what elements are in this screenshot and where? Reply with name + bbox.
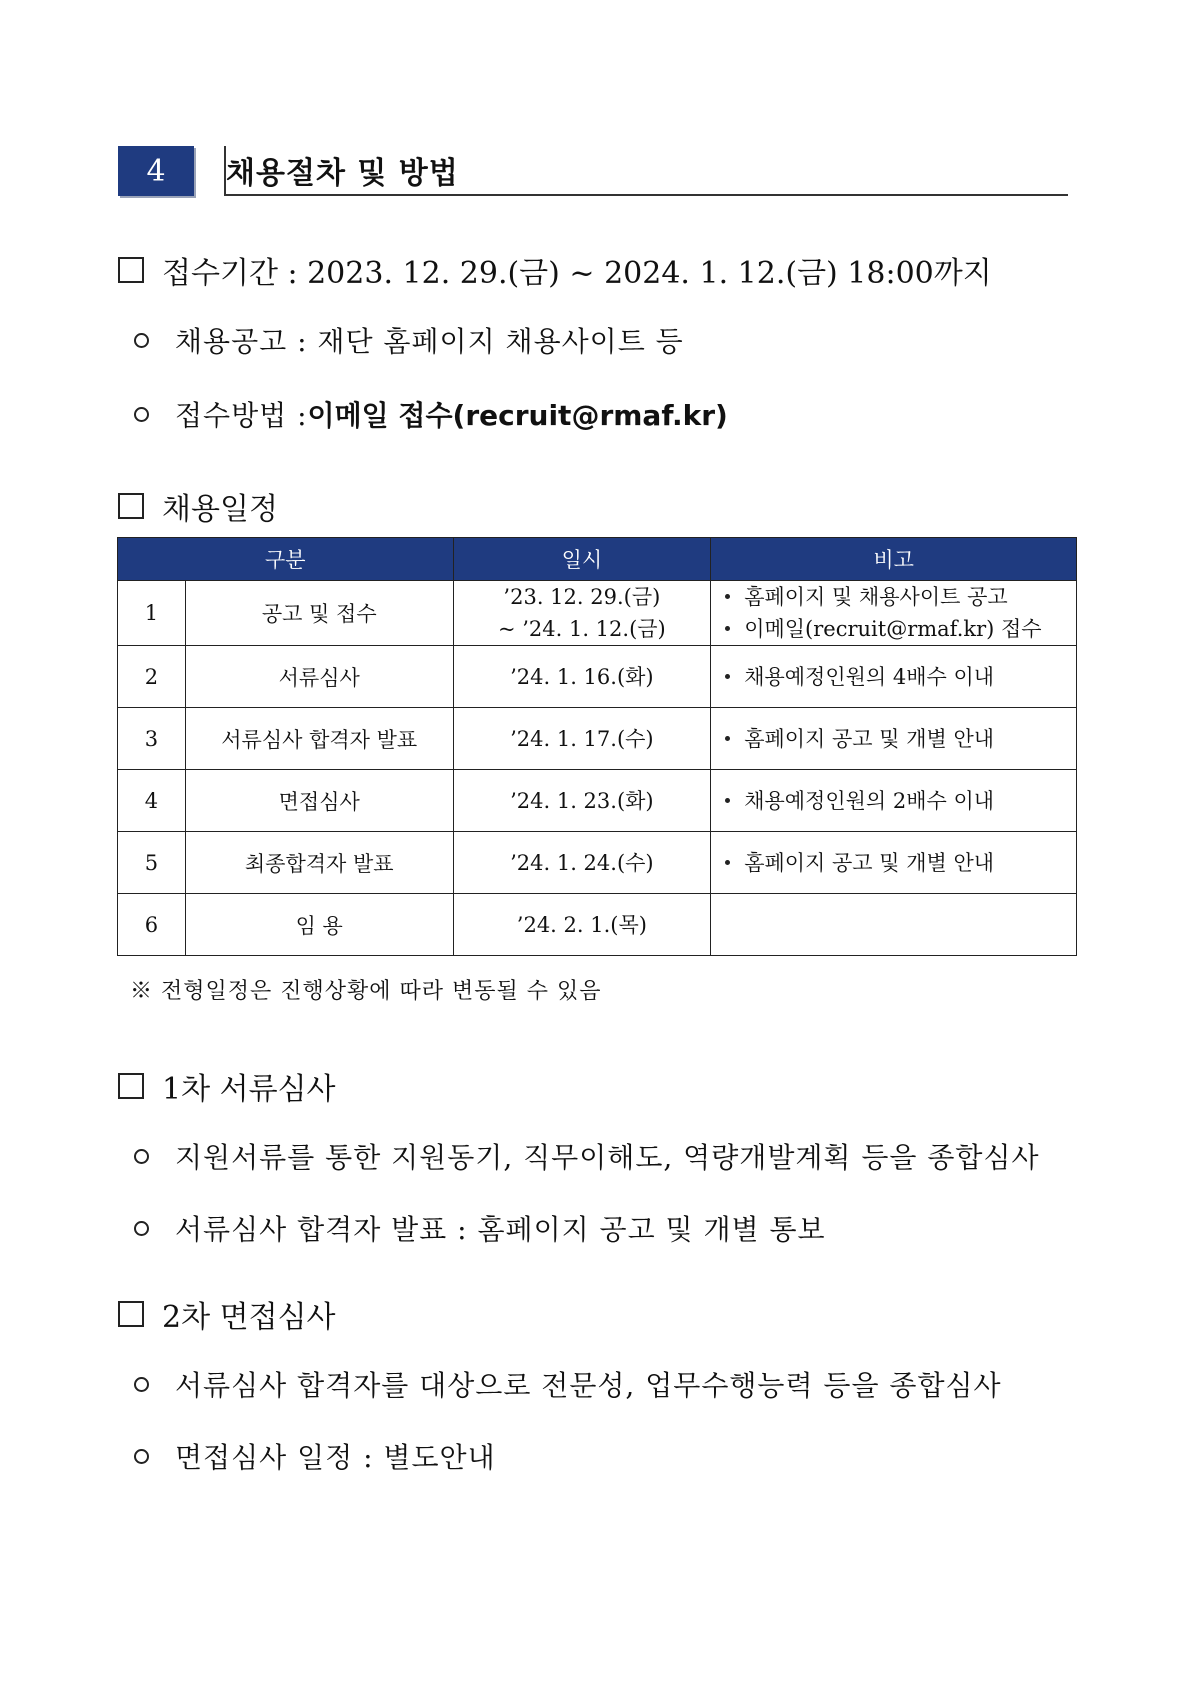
row-stage: 서류심사 합격자 발표 — [185, 708, 453, 770]
note-text: 채용예정인원의 4배수 이내 — [744, 664, 995, 689]
section-number: 4 — [118, 146, 194, 196]
checkbox-square-icon — [118, 1301, 144, 1327]
date-line: ’24. 1. 17.(수) — [510, 726, 654, 751]
first-round-heading-text: 1차 서류심사 — [162, 1072, 336, 1107]
table-row — [118, 832, 1077, 894]
table-row — [118, 708, 1077, 770]
receipt-heading-text: 접수기간 : 2023. 12. 29.(금) ~ 2024. 1. 12.(금) 18:00까지 — [162, 256, 992, 291]
receipt-item-text: 채용공고 : 재단 홈페이지 채용사이트 등 — [175, 325, 684, 358]
header-note: 비고 — [711, 538, 1077, 581]
first-round-heading — [118, 1064, 336, 1108]
header-date: 일시 — [453, 538, 711, 581]
bullet-dot-icon — [725, 736, 730, 741]
note-line — [721, 723, 1076, 755]
receipt-item-announce — [134, 320, 684, 360]
bullet-dot-icon — [725, 860, 730, 865]
table-row — [118, 646, 1077, 708]
note-text: 홈페이지 및 채용사이트 공고 — [744, 585, 1008, 609]
note-line — [721, 581, 1076, 613]
schedule-footnote: ※ 전형일정은 진행상황에 따라 변동될 수 있음 — [130, 979, 602, 1004]
row-stage: 서류심사 — [185, 646, 453, 708]
row-stage: 임 용 — [185, 894, 453, 956]
receipt-email: 이메일 접수(recruit@rmaf.kr) — [307, 399, 728, 432]
date-line: ’24. 1. 24.(수) — [510, 850, 654, 875]
checkbox-square-icon — [118, 1073, 144, 1099]
row-note — [711, 832, 1077, 894]
note-text: 채용예정인원의 2배수 이내 — [744, 788, 995, 813]
date-line: ’23. 12. 29.(금) — [503, 585, 661, 609]
date-line: ~ ’24. 1. 12.(금) — [497, 617, 666, 641]
row-date — [453, 894, 711, 956]
note-line — [721, 785, 1076, 817]
bullet-dot-icon — [725, 594, 730, 599]
row-stage: 면접심사 — [185, 770, 453, 832]
schedule-heading-text: 채용일정 — [162, 492, 278, 527]
note-line — [721, 847, 1076, 879]
row-number: 3 — [118, 708, 186, 770]
second-round-heading-text: 2차 면접심사 — [162, 1300, 336, 1335]
date-line: ’24. 2. 1.(목) — [516, 912, 647, 937]
receipt-item-method — [134, 394, 728, 434]
section-header — [118, 146, 1068, 198]
table-row — [118, 581, 1077, 646]
second-round-item — [134, 1436, 496, 1476]
row-date — [453, 646, 711, 708]
note-text: 이메일(recruit@rmaf.kr) 접수 — [744, 617, 1042, 641]
row-note — [711, 708, 1077, 770]
second-round-heading — [118, 1292, 336, 1336]
bullet-dot-icon — [725, 798, 730, 803]
second-round-item-text: 면접심사 일정 : 별도안내 — [175, 1441, 496, 1474]
row-number: 2 — [118, 646, 186, 708]
row-note — [711, 581, 1077, 646]
first-round-item-text: 서류심사 합격자 발표 : 홈페이지 공고 및 개별 통보 — [175, 1213, 826, 1246]
row-number: 6 — [118, 894, 186, 956]
row-stage: 공고 및 접수 — [185, 581, 453, 646]
row-date — [453, 832, 711, 894]
row-number: 5 — [118, 832, 186, 894]
first-round-item-text: 지원서류를 통한 지원동기, 직무이해도, 역량개발계획 등을 종합심사 — [175, 1141, 1040, 1174]
ring-bullet-icon — [134, 333, 149, 348]
bullet-dot-icon — [725, 626, 730, 631]
ring-bullet-icon — [134, 1449, 149, 1464]
row-date — [453, 770, 711, 832]
date-line: ’24. 1. 16.(화) — [510, 664, 654, 689]
row-number: 4 — [118, 770, 186, 832]
schedule-table — [117, 537, 1077, 956]
header-category: 구분 — [118, 538, 454, 581]
section-title: 채용절차 및 방법 — [226, 156, 459, 191]
bullet-dot-icon — [725, 674, 730, 679]
ring-bullet-icon — [134, 1377, 149, 1392]
note-line — [721, 661, 1076, 693]
receipt-heading — [118, 248, 992, 292]
ring-bullet-icon — [134, 1221, 149, 1236]
date-line: ’24. 1. 23.(화) — [510, 788, 654, 813]
table-row — [118, 770, 1077, 832]
note-line — [721, 613, 1076, 645]
second-round-item — [134, 1364, 1002, 1404]
row-note — [711, 770, 1077, 832]
note-text: 홈페이지 공고 및 개별 안내 — [744, 726, 995, 751]
ring-bullet-icon — [134, 407, 149, 422]
row-note — [711, 646, 1077, 708]
note-text: 홈페이지 공고 및 개별 안내 — [744, 850, 995, 875]
table-row — [118, 894, 1077, 956]
ring-bullet-icon — [134, 1149, 149, 1164]
checkbox-square-icon — [118, 257, 144, 283]
table-header-row — [118, 538, 1077, 581]
row-note — [711, 894, 1077, 956]
first-round-item — [134, 1136, 1040, 1176]
schedule-heading — [118, 484, 278, 528]
row-stage: 최종합격자 발표 — [185, 832, 453, 894]
receipt-item-text: 접수방법 : — [175, 399, 308, 432]
first-round-item — [134, 1208, 826, 1248]
header-underline — [224, 194, 1068, 196]
row-date — [453, 708, 711, 770]
row-date — [453, 581, 711, 646]
checkbox-square-icon — [118, 493, 144, 519]
row-number: 1 — [118, 581, 186, 646]
second-round-item-text: 서류심사 합격자를 대상으로 전문성, 업무수행능력 등을 종합심사 — [175, 1369, 1002, 1402]
